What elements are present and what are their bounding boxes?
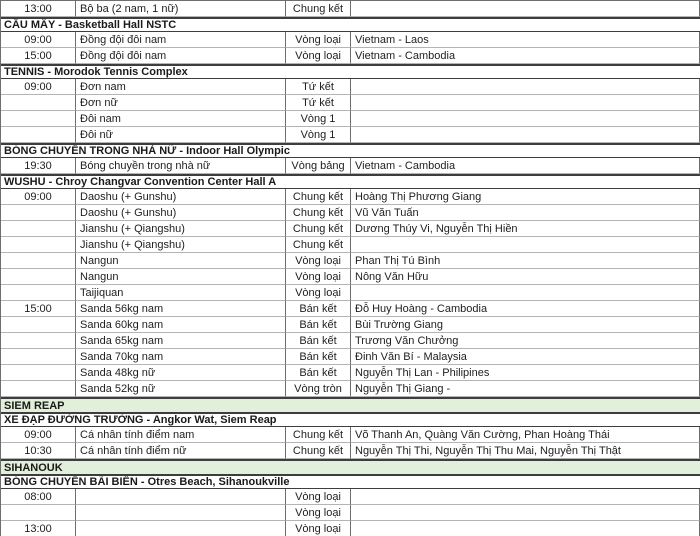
- city-header-row: SIEM REAP: [1, 397, 700, 412]
- round-cell: Bán kết: [286, 349, 351, 365]
- time-cell: [1, 505, 76, 521]
- detail-cell: Trương Văn Chưởng: [351, 333, 700, 349]
- section-header-row: BÓNG CHUYỀN TRONG NHÀ NỮ - Indoor Hall Olympic: [1, 143, 700, 158]
- detail-cell: Võ Thanh An, Quàng Văn Cường, Phan Hoàng Thái: [351, 427, 700, 443]
- detail-cell: [351, 505, 700, 521]
- round-cell: Tứ kết: [286, 95, 351, 111]
- table-row: [1, 189, 700, 205]
- detail-cell: [351, 285, 700, 301]
- event-cell: Bóng chuyền trong nhà nữ: [76, 158, 286, 174]
- round-cell: Chung kết: [286, 443, 351, 459]
- round-cell: Vòng loại: [286, 253, 351, 269]
- time-cell: 19:30: [1, 158, 76, 174]
- time-cell: [1, 333, 76, 349]
- time-cell: 09:00: [1, 427, 76, 443]
- section-header-row: TENNIS - Morodok Tennis Complex: [1, 64, 700, 79]
- detail-cell: Vietnam - Cambodia: [351, 158, 700, 174]
- table-row: [1, 48, 700, 64]
- round-cell: Chung kết: [286, 221, 351, 237]
- time-cell: [1, 349, 76, 365]
- time-cell: [1, 317, 76, 333]
- event-cell: [76, 489, 286, 505]
- detail-cell: Vietnam - Cambodia: [351, 48, 700, 64]
- event-cell: Đôi nữ: [76, 127, 286, 143]
- event-cell: Nangun: [76, 253, 286, 269]
- detail-cell: [351, 489, 700, 505]
- round-cell: Vòng 1: [286, 127, 351, 143]
- event-cell: Sanda 56kg nam: [76, 301, 286, 317]
- detail-cell: Phan Thị Tú Bình: [351, 253, 700, 269]
- time-cell: [1, 95, 76, 111]
- event-cell: Sanda 65kg nam: [76, 333, 286, 349]
- round-cell: Vòng 1: [286, 111, 351, 127]
- time-cell: [1, 221, 76, 237]
- table-row: [1, 317, 700, 333]
- detail-cell: Nguyễn Thị Lan - Philipines: [351, 365, 700, 381]
- detail-cell: Đinh Văn Bí - Malaysia: [351, 349, 700, 365]
- time-cell: 10:30: [1, 443, 76, 459]
- city-header-row: SIHANOUK: [1, 459, 700, 474]
- event-cell: Taijiquan: [76, 285, 286, 301]
- table-row: [1, 333, 700, 349]
- event-cell: Daoshu (+ Gunshu): [76, 189, 286, 205]
- table-row: [1, 95, 700, 111]
- event-cell: Sanda 70kg nam: [76, 349, 286, 365]
- detail-cell: [351, 521, 700, 536]
- detail-cell: Vietnam - Laos: [351, 32, 700, 48]
- detail-cell: [351, 111, 700, 127]
- detail-cell: Hoàng Thị Phương Giang: [351, 189, 700, 205]
- table-row: [1, 205, 700, 221]
- time-cell: 15:00: [1, 48, 76, 64]
- event-cell: Cá nhân tính điểm nam: [76, 427, 286, 443]
- time-cell: [1, 253, 76, 269]
- time-cell: 08:00: [1, 489, 76, 505]
- detail-cell: Vũ Văn Tuấn: [351, 205, 700, 221]
- time-cell: [1, 285, 76, 301]
- event-cell: Sanda 48kg nữ: [76, 365, 286, 381]
- table-row: [1, 427, 700, 443]
- time-cell: [1, 111, 76, 127]
- table-row: [1, 349, 700, 365]
- round-cell: Vòng loại: [286, 521, 351, 536]
- time-cell: 13:00: [1, 1, 76, 17]
- section-header-row: WUSHU - Chroy Changvar Convention Center Hall A: [1, 174, 700, 189]
- round-cell: Bán kết: [286, 333, 351, 349]
- detail-cell: Nguyễn Thị Giang -: [351, 381, 700, 397]
- event-cell: Đơn nữ: [76, 95, 286, 111]
- detail-cell: [351, 1, 700, 17]
- round-cell: Tứ kết: [286, 79, 351, 95]
- table-row: [1, 521, 700, 536]
- time-cell: [1, 205, 76, 221]
- table-row: [1, 158, 700, 174]
- section-header-row: CẦU MÂY - Basketball Hall NSTC: [1, 17, 700, 32]
- round-cell: Vòng bảng: [286, 158, 351, 174]
- time-cell: 09:00: [1, 79, 76, 95]
- event-cell: Jianshu (+ Qiangshu): [76, 221, 286, 237]
- detail-cell: Dương Thúy Vi, Nguyễn Thị Hiền: [351, 221, 700, 237]
- table-row: [1, 237, 700, 253]
- event-cell: Daoshu (+ Gunshu): [76, 205, 286, 221]
- round-cell: Chung kết: [286, 205, 351, 221]
- event-cell: Cá nhân tính điểm nữ: [76, 443, 286, 459]
- time-cell: [1, 365, 76, 381]
- event-cell: Đồng đội đôi nam: [76, 48, 286, 64]
- event-cell: [76, 521, 286, 536]
- round-cell: Chung kết: [286, 237, 351, 253]
- section-header-row: XE ĐẠP ĐƯỜNG TRƯỜNG - Angkor Wat, Siem Reap: [1, 412, 700, 427]
- event-cell: Đơn nam: [76, 79, 286, 95]
- table-row: [1, 443, 700, 459]
- round-cell: Bán kết: [286, 317, 351, 333]
- detail-cell: [351, 79, 700, 95]
- round-cell: Chung kết: [286, 1, 351, 17]
- time-cell: [1, 381, 76, 397]
- table-row: [1, 269, 700, 285]
- round-cell: Bán kết: [286, 301, 351, 317]
- detail-cell: Đỗ Huy Hoàng - Cambodia: [351, 301, 700, 317]
- time-cell: [1, 127, 76, 143]
- table-row: [1, 111, 700, 127]
- table-row: [1, 505, 700, 521]
- detail-cell: [351, 237, 700, 253]
- detail-cell: Bùi Trường Giang: [351, 317, 700, 333]
- section-header-row: BÓNG CHUYỀN BÃI BIỂN - Otres Beach, Sihanoukville: [1, 474, 700, 489]
- time-cell: 13:00: [1, 521, 76, 536]
- table-row: [1, 489, 700, 505]
- round-cell: Vòng loại: [286, 285, 351, 301]
- round-cell: Vòng loại: [286, 269, 351, 285]
- table-row: [1, 381, 700, 397]
- detail-cell: Nguyễn Thị Thi, Nguyễn Thị Thu Mai, Nguyễn Thị Thật: [351, 443, 700, 459]
- detail-cell: [351, 127, 700, 143]
- detail-cell: Nông Văn Hữu: [351, 269, 700, 285]
- event-cell: Đồng đội đôi nam: [76, 32, 286, 48]
- table-row: [1, 32, 700, 48]
- time-cell: 09:00: [1, 189, 76, 205]
- round-cell: Vòng loại: [286, 489, 351, 505]
- time-cell: 09:00: [1, 32, 76, 48]
- round-cell: Bán kết: [286, 365, 351, 381]
- table-row: [1, 127, 700, 143]
- table-row: [1, 79, 700, 95]
- round-cell: Chung kết: [286, 427, 351, 443]
- round-cell: Vòng tròn: [286, 381, 351, 397]
- detail-cell: [351, 95, 700, 111]
- event-cell: Jianshu (+ Qiangshu): [76, 237, 286, 253]
- round-cell: Chung kết: [286, 189, 351, 205]
- table-row: [1, 221, 700, 237]
- event-cell: Đôi nam: [76, 111, 286, 127]
- round-cell: Vòng loại: [286, 32, 351, 48]
- time-cell: [1, 237, 76, 253]
- event-cell: [76, 505, 286, 521]
- time-cell: [1, 269, 76, 285]
- event-cell: Bộ ba (2 nam, 1 nữ): [76, 1, 286, 17]
- table-row: [1, 1, 700, 17]
- event-cell: Nangun: [76, 269, 286, 285]
- event-cell: Sanda 52kg nữ: [76, 381, 286, 397]
- time-cell: 15:00: [1, 301, 76, 317]
- table-row: [1, 365, 700, 381]
- table-row: [1, 301, 700, 317]
- event-cell: Sanda 60kg nam: [76, 317, 286, 333]
- round-cell: Vòng loại: [286, 505, 351, 521]
- round-cell: Vòng loại: [286, 48, 351, 64]
- table-row: [1, 285, 700, 301]
- table-row: [1, 253, 700, 269]
